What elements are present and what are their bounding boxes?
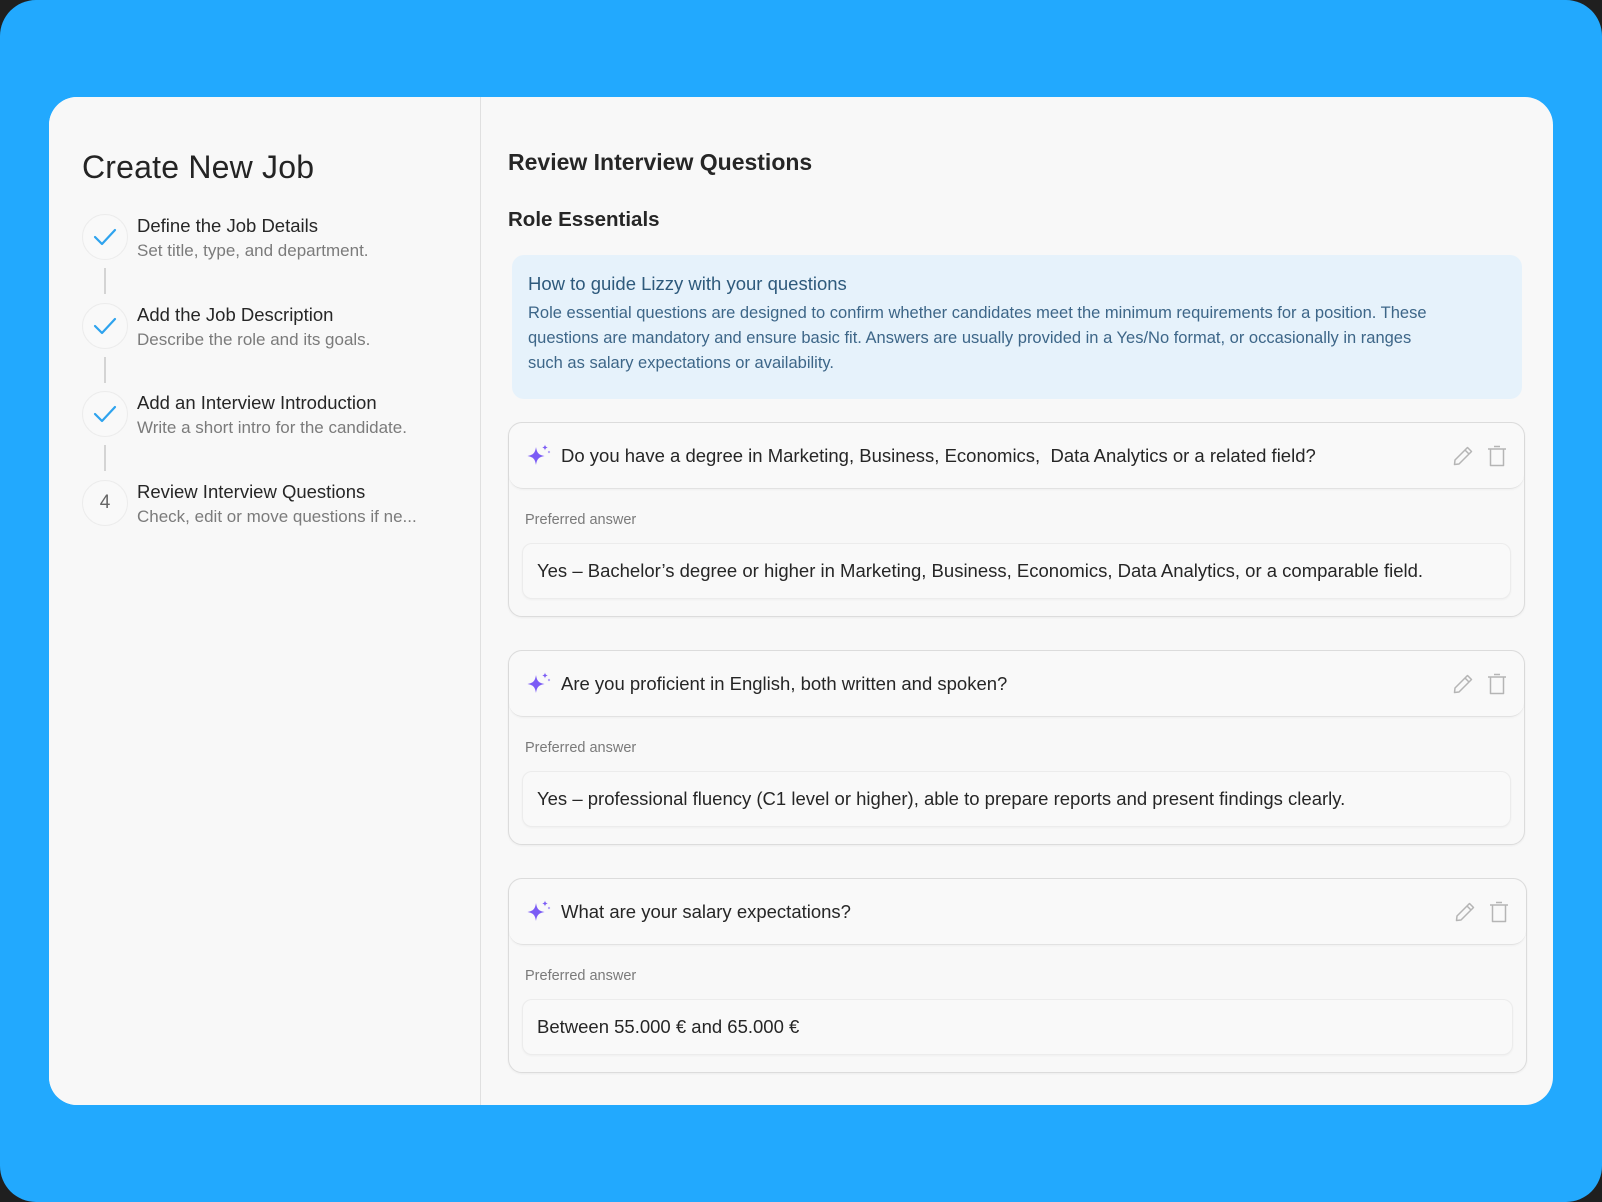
sparkle-icon [525, 898, 553, 926]
step-title: Add an Interview Introduction [137, 392, 377, 413]
sparkle-icon [525, 442, 553, 470]
step-subtitle: Set title, type, and department. [137, 241, 369, 260]
step-review-interview-questions[interactable] [82, 479, 480, 568]
sparkle-icon [525, 670, 553, 698]
question-text: Are you proficient in English, both written and spoken? [561, 672, 1008, 694]
preferred-answer-label: Preferred answer [525, 512, 637, 528]
info-title: How to guide Lizzy with your questions [528, 273, 847, 294]
preferred-answer-field[interactable]: Yes – Bachelor’s degree or higher in Marketing, Business, Economics, Data Analytics, or a comparable field. [522, 543, 1511, 599]
step-subtitle: Describe the role and its goals. [137, 329, 371, 349]
sidebar [49, 97, 481, 1105]
pencil-icon[interactable] [1450, 443, 1476, 469]
page-title: Review Interview Questions [508, 149, 813, 175]
question-card [508, 650, 1525, 845]
step-connector [104, 445, 106, 471]
preferred-answer-label: Preferred answer [525, 740, 637, 756]
step-subtitle: Write a short intro for the candidate. [137, 418, 407, 437]
step-title: Define the Job Details [137, 215, 318, 236]
question-card [508, 878, 1527, 1073]
pencil-icon[interactable] [1452, 899, 1478, 925]
question-text: What are your salary expectations? [561, 900, 851, 922]
check-icon [92, 224, 118, 250]
step-title: Add the Job Description [137, 303, 334, 325]
step-status-completed [82, 303, 128, 349]
step-status-completed [82, 391, 128, 437]
question-header [509, 651, 1524, 717]
stepper [82, 213, 480, 567]
trash-icon[interactable] [1486, 899, 1512, 925]
step-connector [104, 268, 106, 294]
main-content [481, 97, 1553, 1105]
trash-icon[interactable] [1484, 443, 1510, 469]
check-icon [92, 313, 118, 339]
preferred-answer-label: Preferred answer [525, 968, 637, 984]
info-callout [512, 255, 1522, 399]
step-define-job-details[interactable] [82, 213, 480, 302]
step-subtitle: Check, edit or move questions if ne... [137, 506, 417, 526]
step-add-job-description[interactable] [82, 302, 480, 391]
step-status-completed [82, 214, 128, 260]
section-title: Role Essentials [508, 208, 660, 231]
check-icon [92, 401, 118, 427]
create-job-window [49, 97, 1553, 1105]
preferred-answer-field[interactable]: Between 55.000 € and 65.000 € [522, 999, 1513, 1055]
preferred-answer-field[interactable]: Yes – professional fluency (C1 level or higher), able to prepare reports and present findings clearly. [522, 771, 1511, 827]
step-add-interview-introduction[interactable] [82, 390, 480, 479]
sidebar-title: Create New Job [82, 149, 315, 185]
question-text: Do you have a degree in Marketing, Business, Economics, Data Analytics or a related field? [561, 444, 1316, 466]
question-header [509, 423, 1524, 489]
question-header [509, 879, 1526, 945]
step-number: 4 [82, 480, 128, 526]
pencil-icon[interactable] [1450, 671, 1476, 697]
info-body: Role essential questions are designed to confirm whether candidates meet the minimum requirements for a position. These questions are mandatory and ensure basic fit. Answers are usually provided in a Yes/No format, or occasionally in ranges such as salary expectations or availability. [528, 304, 1427, 372]
step-connector [104, 357, 106, 383]
question-card [508, 422, 1525, 617]
trash-icon[interactable] [1484, 671, 1510, 697]
step-title: Review Interview Questions [137, 480, 366, 502]
